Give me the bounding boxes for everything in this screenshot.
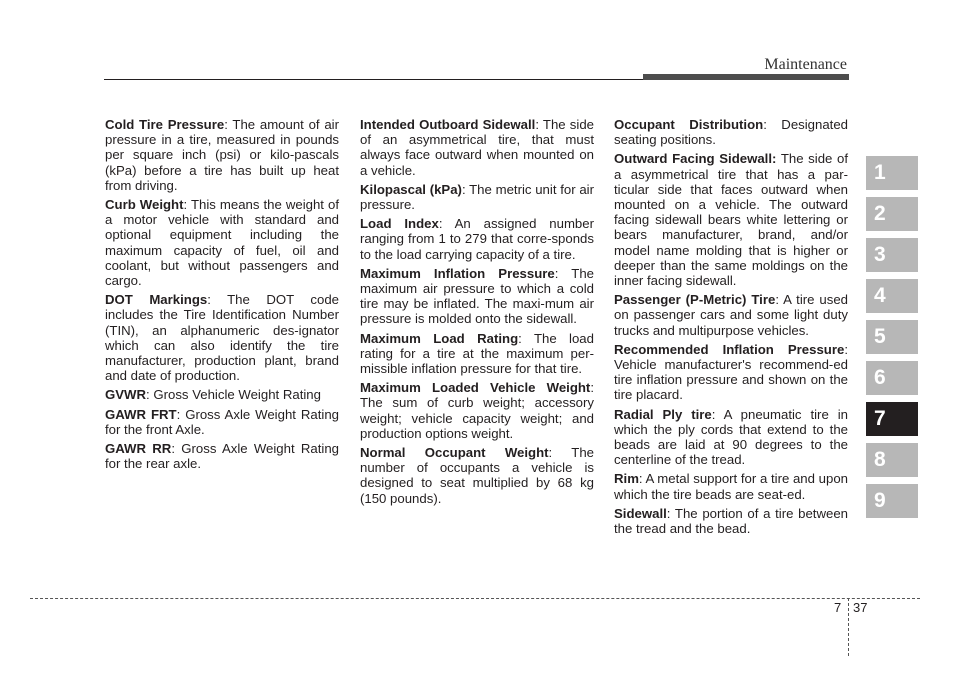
chapter-tab-4[interactable]: 4 xyxy=(866,279,918,313)
glossary-separator: : xyxy=(844,341,848,357)
glossary-entry xyxy=(105,197,339,288)
glossary-entry xyxy=(360,331,594,377)
glossary-definition: Vehicle manufacturer's recommend-ed tire inflation pressure and shown on the tire placard. xyxy=(614,357,848,403)
glossary-term: Normal Occupant Weight xyxy=(360,445,549,461)
glossary-term: DOT Markings xyxy=(105,292,208,308)
glossary-definition: The sum of curb weight; accessory weight; vehicle capacity weight; and production options weight. xyxy=(360,395,594,441)
glossary-definition: A pneumatic tire in which the ply cords that extend to the beads are laid at 90 degrees to the centerline of the tread. xyxy=(614,406,848,468)
glossary-definition: The side of a asymmetrical tire that has a par-ticular side that faces outward when mounted on a vehicle. The outward facing sidewall bears white lettering or bears manufacturer, brand, and/or model name molding that is higher or deeper than the same moldings on the inner facing sidewall. xyxy=(614,151,848,289)
glossary-definition: This means the weight of a motor vehicle with standard and optional equipment including the maximum capacity of fuel, oil and coolant, but without passengers and cargo. xyxy=(105,197,339,289)
glossary-term: GVWR xyxy=(105,387,147,403)
glossary-term: Rim xyxy=(614,471,639,487)
glossary-entry xyxy=(614,151,848,288)
glossary-definition: The maximum air pressure to which a cold tire may be inflated. The maxi-mum air pressure is molded onto the sidewall. xyxy=(360,265,595,327)
glossary-separator: : xyxy=(176,406,186,422)
glossary-term: GAWR FRT xyxy=(105,406,177,422)
glossary-separator: : xyxy=(711,406,724,422)
glossary-entry xyxy=(105,117,339,193)
glossary-definition: The DOT code includes the Tire Identification Number (TIN), an alphanumeric des-ignator which can also identify the tire manufacturer, production plant, brand and date of production. xyxy=(105,292,339,384)
glossary-entry xyxy=(105,407,339,437)
glossary-separator: : xyxy=(554,265,572,281)
glossary-separator: : xyxy=(548,445,572,461)
glossary-separator: : xyxy=(535,117,543,132)
glossary-entry xyxy=(614,407,848,468)
glossary-entry xyxy=(360,182,594,212)
glossary-entry xyxy=(360,216,594,262)
glossary-separator: : xyxy=(666,505,675,521)
section-title: Maintenance xyxy=(764,56,847,73)
glossary-term: Occupant Distribution xyxy=(614,117,764,132)
glossary-term: Maximum Loaded Vehicle Weight xyxy=(360,380,591,396)
glossary-separator: : xyxy=(775,292,784,308)
glossary-definition: The load rating for a tire at the maximum per-missible inflation pressure for that tire. xyxy=(360,330,594,377)
glossary-separator: : xyxy=(518,330,534,346)
text-column-2 xyxy=(360,117,594,510)
glossary-term: Outward Facing Sidewall: xyxy=(614,151,777,167)
glossary-entry xyxy=(105,292,339,383)
glossary-term: Intended Outboard Sidewall xyxy=(360,117,536,132)
chapter-tab-2[interactable]: 2 xyxy=(866,197,918,231)
glossary-separator: : xyxy=(638,471,646,487)
glossary-separator: : xyxy=(763,117,782,132)
chapter-tab-6[interactable]: 6 xyxy=(866,361,918,395)
glossary-entry xyxy=(614,292,848,338)
glossary-separator: : xyxy=(171,441,182,457)
text-column-3 xyxy=(614,117,848,540)
glossary-term: Load Index xyxy=(360,216,439,232)
glossary-entry xyxy=(105,387,339,402)
chapter-tab-8[interactable]: 8 xyxy=(866,443,918,477)
glossary-definition: Gross Vehicle Weight Rating xyxy=(153,387,321,403)
glossary-entry xyxy=(360,445,594,506)
glossary-entry xyxy=(105,441,339,471)
chapter-tab-3[interactable]: 3 xyxy=(866,238,918,272)
glossary-entry xyxy=(614,342,848,403)
glossary-term: Maximum Inflation Pressure xyxy=(360,265,555,281)
glossary-entry xyxy=(360,380,594,441)
glossary-separator: : xyxy=(224,117,233,132)
header-rule xyxy=(104,79,644,80)
footer-divider xyxy=(848,598,849,656)
glossary-term: Curb Weight xyxy=(105,197,184,213)
glossary-definition: Designated seating positions. xyxy=(614,117,849,148)
glossary-definition: A metal support for a tire and upon which the tire beads are seat-ed. xyxy=(614,471,848,502)
glossary-entry xyxy=(614,471,848,501)
glossary-term: Sidewall xyxy=(614,505,667,521)
chapter-tab-7[interactable]: 7 xyxy=(866,402,918,436)
glossary-term: Kilopascal (kPa) xyxy=(360,181,462,197)
glossary-term: Radial Ply tire xyxy=(614,406,712,422)
glossary-entry xyxy=(360,117,594,178)
glossary-definition: Gross Axle Weight Rating for the rear axle. xyxy=(105,441,340,472)
glossary-term: GAWR RR xyxy=(105,441,172,457)
glossary-term: Recommended Inflation Pressure xyxy=(614,341,845,357)
glossary-separator: : xyxy=(183,197,191,213)
glossary-term: Cold Tire Pressure xyxy=(105,117,225,132)
glossary-definition: The amount of air pressure in a tire, measured in pounds per square inch (psi) or kilo-pascals (kPa) before a tire has built up heat from driving. xyxy=(105,117,340,193)
glossary-entry xyxy=(360,266,594,327)
glossary-definition: The side of an asymmetrical tire, that must always face outward when mounted on a vehicle. xyxy=(360,117,594,178)
glossary-term: Maximum Load Rating xyxy=(360,330,519,346)
header-accent-bar xyxy=(643,74,849,80)
text-column-1 xyxy=(105,117,339,475)
glossary-definition: Gross Axle Weight Rating for the front Axle. xyxy=(105,406,339,437)
glossary-entry xyxy=(614,117,848,147)
glossary-separator: : xyxy=(207,292,228,308)
glossary-separator: : xyxy=(146,387,154,403)
footer-rule xyxy=(30,598,920,599)
glossary-separator: : xyxy=(438,216,455,232)
glossary-separator: : xyxy=(461,181,470,197)
glossary-definition: The portion of a tire between the tread and the bead. xyxy=(614,505,848,537)
glossary-entry xyxy=(614,506,848,536)
chapter-tabs xyxy=(866,156,918,525)
chapter-tab-1[interactable]: 1 xyxy=(866,156,918,190)
glossary-definition: The metric unit for air pressure. xyxy=(360,181,595,213)
glossary-definition: An assigned number ranging from 1 to 279 that corre-sponds to the load carrying capacity of a tire. xyxy=(360,216,594,262)
glossary-definition: The number of occupants a vehicle is designed to seat multiplied by 68 kg (150 pounds). xyxy=(360,445,594,506)
page-chapter-number: 7 xyxy=(834,600,842,615)
glossary-term: Passenger (P-Metric) Tire xyxy=(614,292,776,308)
page-number: 37 xyxy=(853,600,868,615)
glossary-definition: A tire used on passenger cars and some light duty trucks and multipurpose vehicles. xyxy=(614,292,848,338)
glossary-separator: : xyxy=(590,380,594,396)
chapter-tab-5[interactable]: 5 xyxy=(866,320,918,354)
chapter-tab-9[interactable]: 9 xyxy=(866,484,918,518)
